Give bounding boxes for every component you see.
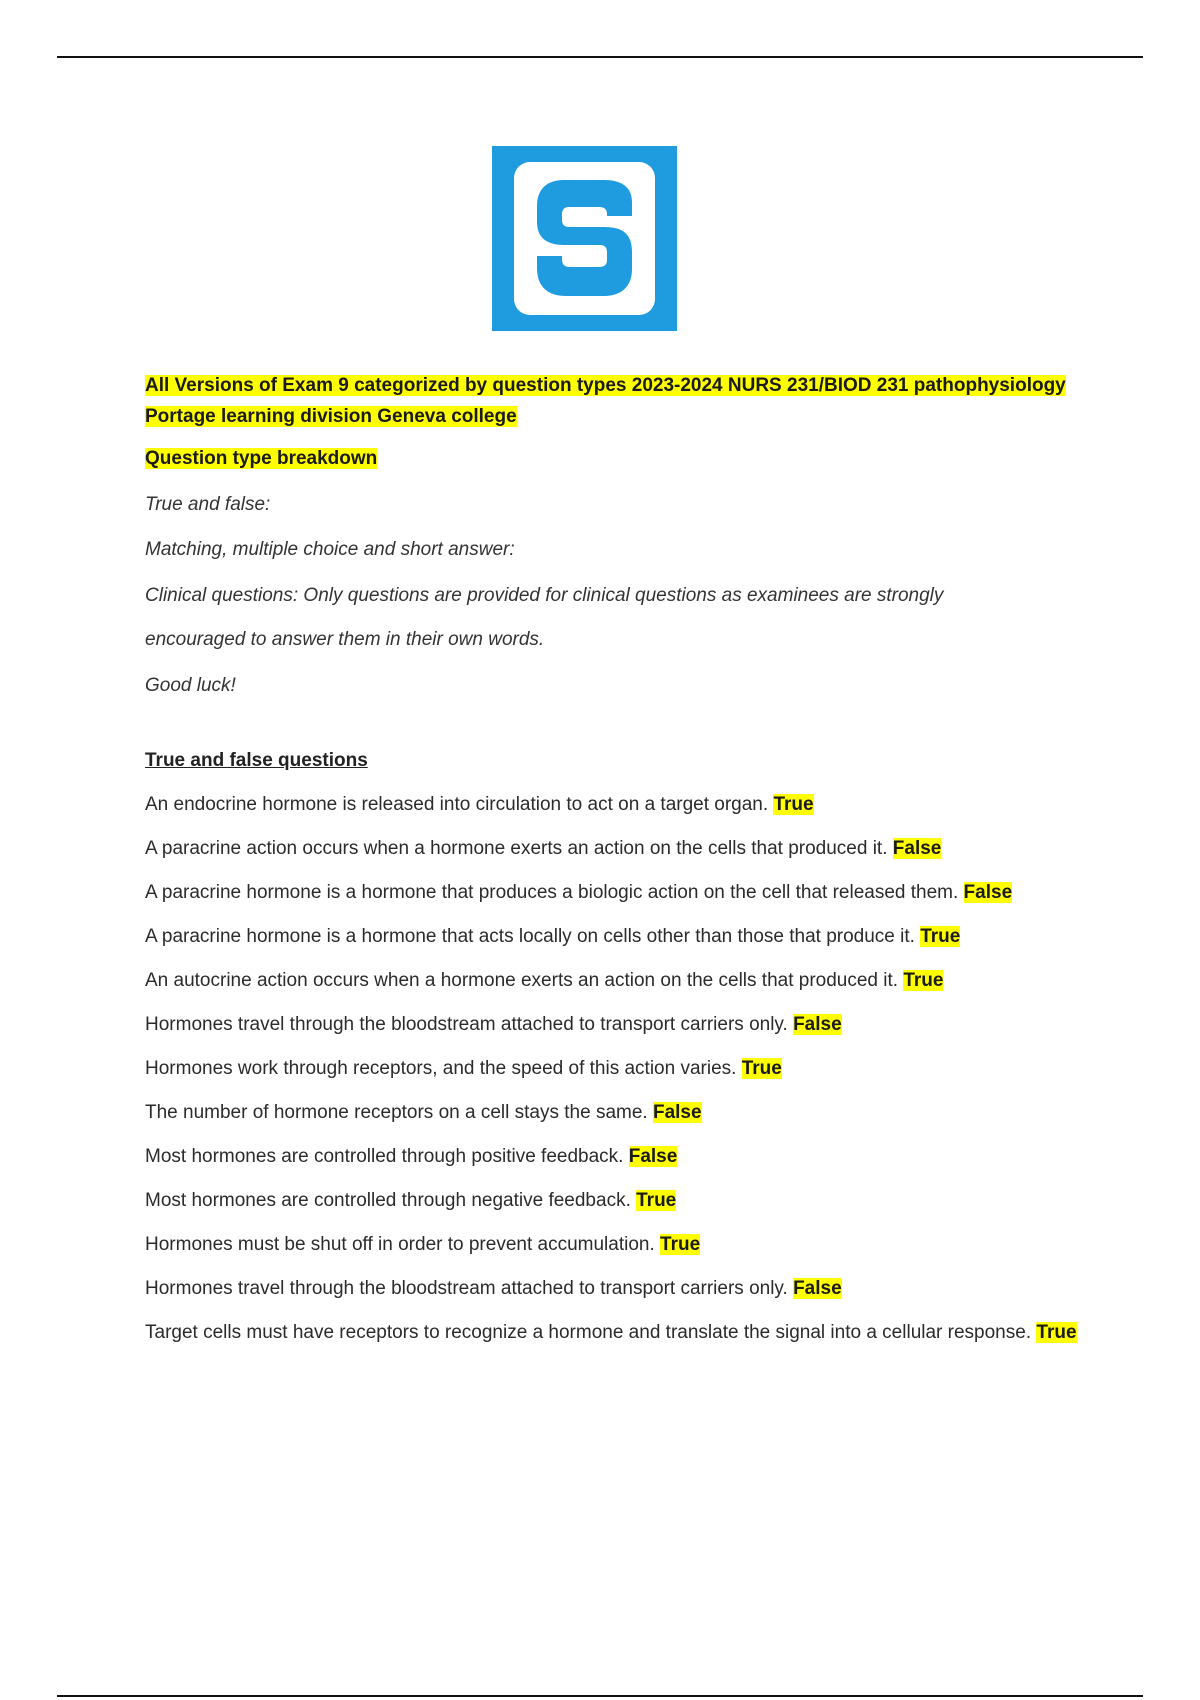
question-text: Target cells must have receptors to recognize a hormone and translate the signal into a cellular response. [145, 1322, 1037, 1343]
answer-label: False [963, 882, 1013, 903]
question-item [145, 1230, 1095, 1260]
question-item [145, 1274, 1095, 1304]
question-text: Hormones must be shut off in order to prevent accumulation. [145, 1234, 661, 1255]
intro-line-encouraged: encouraged to answer them in their own words. [145, 629, 545, 650]
top-divider [57, 56, 1143, 58]
question-text: A paracrine hormone is a hormone that acts locally on cells other than those that produce it. [145, 926, 921, 947]
question-item [145, 922, 1095, 952]
answer-label: True [741, 1058, 782, 1079]
question-text: The number of hormone receptors on a cell stays the same. [145, 1102, 653, 1123]
section-heading: True and false questions [145, 750, 368, 771]
document-body [145, 370, 1095, 1348]
logo-graphic [492, 146, 677, 331]
intro-line-clinical: Clinical questions: Only questions are provided for clinical questions as examinees are strongly [145, 585, 944, 606]
intro-line-good-luck: Good luck! [145, 675, 236, 696]
document-title-text: All Versions of Exam 9 categorized by question types 2023-2024 NURS 231/BIOD 231 pathophysiology Portage learning division Geneva college [145, 375, 1066, 427]
answer-label: True [903, 970, 944, 991]
question-item [145, 1054, 1095, 1084]
answer-label: True [660, 1234, 701, 1255]
question-item [145, 1142, 1095, 1172]
question-text: A paracrine hormone is a hormone that produces a biologic action on the cell that released them. [145, 882, 964, 903]
bottom-divider [57, 1695, 1143, 1697]
answer-label: True [773, 794, 814, 815]
question-item [145, 834, 1095, 864]
question-list [145, 790, 1095, 1348]
answer-label: True [1036, 1322, 1077, 1343]
answer-label: False [793, 1014, 842, 1035]
answer-label: False [793, 1278, 842, 1299]
question-item [145, 1098, 1095, 1128]
logo-s-icon [492, 146, 677, 331]
question-item [145, 1010, 1095, 1040]
question-item [145, 878, 1095, 908]
question-item [145, 790, 1095, 820]
answer-label: True [920, 926, 961, 947]
question-text: Hormones travel through the bloodstream attached to transport carriers only. [145, 1014, 794, 1035]
question-text: A paracrine action occurs when a hormone exerts an action on the cells that produced it. [145, 838, 893, 859]
intro-line-matching: Matching, multiple choice and short answer: [145, 539, 515, 560]
question-text: An autocrine action occurs when a hormone exerts an action on the cells that produced it. [145, 970, 904, 991]
question-text: Hormones travel through the bloodstream attached to transport carriers only. [145, 1278, 794, 1299]
answer-label: False [652, 1102, 702, 1123]
breakdown-heading [145, 444, 1095, 474]
question-text: Hormones work through receptors, and the speed of this action varies. [145, 1058, 742, 1079]
question-text: Most hormones are controlled through negative feedback. [145, 1190, 637, 1211]
document-title [145, 370, 1095, 432]
question-item [145, 966, 1095, 996]
question-item [145, 1318, 1095, 1348]
answer-label: True [636, 1190, 677, 1211]
question-text: An endocrine hormone is released into circulation to act on a target organ. [145, 794, 774, 815]
answer-label: False [892, 838, 942, 859]
question-text: Most hormones are controlled through positive feedback. [145, 1146, 629, 1167]
intro-line-true-false: True and false: [145, 494, 271, 515]
answer-label: False [628, 1146, 678, 1167]
breakdown-heading-text: Question type breakdown [145, 448, 378, 469]
question-item [145, 1186, 1095, 1216]
